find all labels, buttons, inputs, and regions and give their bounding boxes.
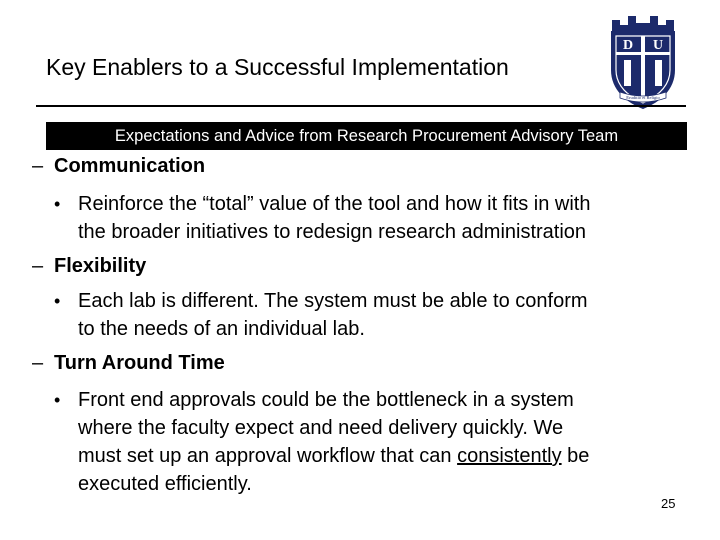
bullet-marker: • bbox=[54, 194, 61, 214]
slide-title: Key Enablers to a Successful Implementation bbox=[46, 54, 509, 80]
section-heading bbox=[32, 351, 225, 375]
underlined-word: consistently bbox=[457, 445, 562, 467]
text-segment: be bbox=[561, 445, 590, 467]
bullet-text: Reinforce the “total” value of the tool and how it fits in with bbox=[78, 193, 591, 215]
bullet-text bbox=[78, 444, 589, 468]
dash-marker: – bbox=[32, 352, 44, 374]
section-heading bbox=[32, 254, 146, 278]
dash-marker: – bbox=[32, 255, 44, 277]
dash-marker: – bbox=[32, 155, 44, 177]
crest-letter-right: U bbox=[652, 38, 664, 53]
crest-motto: Eruditio et Religio bbox=[626, 95, 660, 100]
section-heading bbox=[32, 154, 205, 178]
bullet-marker: • bbox=[54, 291, 61, 311]
bullet-marker: • bbox=[54, 390, 61, 410]
crest-letter-left: D bbox=[622, 38, 634, 53]
bullet-text: where the faculty expect and need delivery quickly. We bbox=[78, 417, 564, 439]
bullet-text: Front end approvals could be the bottleneck in a system bbox=[78, 389, 574, 411]
bullet-text: the broader initiatives to redesign research administration bbox=[78, 221, 587, 243]
bullet-text: to the needs of an individual lab. bbox=[78, 318, 365, 340]
subtitle-banner: Expectations and Advice from Research Procurement Advisory Team bbox=[46, 122, 687, 150]
bullet-text: Each lab is different. The system must be able to conform bbox=[78, 290, 588, 312]
heading-text: Flexibility bbox=[54, 255, 147, 277]
text-segment: must set up an approval workflow that can bbox=[78, 445, 458, 467]
bullet-text: executed efficiently. bbox=[78, 473, 252, 495]
heading-text: Communication bbox=[54, 155, 206, 177]
page-number: 25 bbox=[661, 496, 676, 511]
heading-text: Turn Around Time bbox=[54, 352, 225, 374]
